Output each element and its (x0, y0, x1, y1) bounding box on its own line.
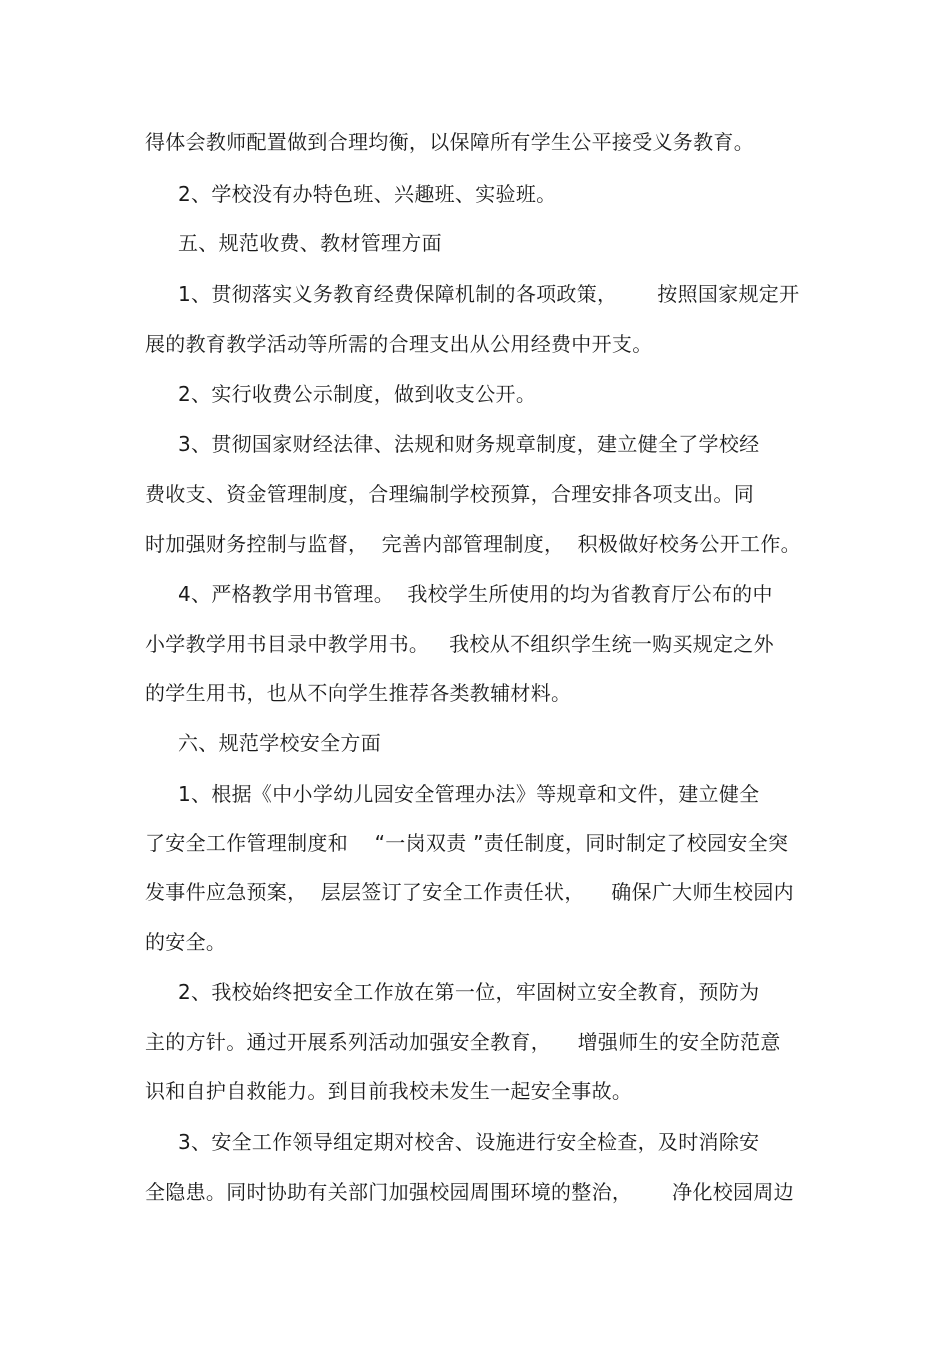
paragraph-line: 了安全工作管理制度和 “一岗双责 ”责任制度，同时制定了校园安全突 (145, 831, 789, 855)
paragraph-line: 主的方针。通过开展系列活动加强安全教育， 增强师生的安全防范意 (145, 1030, 781, 1054)
paragraph-line: 全隐患。同时协助有关部门加强校园周围环境的整治， 净化校园周边 (145, 1180, 794, 1204)
paragraph-line: 4、严格教学用书管理。 我校学生所使用的均为省教育厅公布的中 (178, 582, 773, 606)
paragraph-line: 小学教学用书目录中教学用书。 我校从不组织学生统一购买规定之外 (145, 632, 774, 656)
paragraph-line: 的安全。 (145, 930, 227, 954)
paragraph-line: 2、我校始终把安全工作放在第一位，牢固树立安全教育，预防为 (178, 980, 760, 1004)
paragraph-line: 展的教育教学活动等所需的合理支出从公用经费中开支。 (145, 332, 653, 356)
paragraph-line: 1、根据《中小学幼儿园安全管理办法》等规章和文件，建立健全 (178, 782, 760, 806)
paragraph-line: 得体会教师配置做到合理均衡，以保障所有学生公平接受义务教育。 (145, 130, 754, 154)
paragraph-line: 的学生用书，也从不向学生推荐各类教辅材料。 (145, 681, 572, 705)
paragraph-line: 发事件应急预案， 层层签订了安全工作责任状， 确保广大师生校园内 (145, 880, 794, 904)
section-heading: 五、规范收费、教材管理方面 (178, 231, 442, 255)
paragraph-line: 3、安全工作领导组定期对校舍、设施进行安全检查，及时消除安 (178, 1130, 760, 1154)
paragraph-line: 1、贯彻落实义务教育经费保障机制的各项政策， 按照国家规定开 (178, 282, 800, 306)
paragraph-line: 识和自护自救能力。到目前我校未发生一起安全事故。 (145, 1079, 633, 1103)
paragraph-line: 2、实行收费公示制度，做到收支公开。 (178, 382, 537, 406)
paragraph-line: 2、学校没有办特色班、兴趣班、实验班。 (178, 182, 557, 206)
paragraph-line: 3、贯彻国家财经法律、法规和财务规章制度，建立健全了学校经 (178, 432, 760, 456)
paragraph-line: 时加强财务控制与监督， 完善内部管理制度， 积极做好校务公开工作。 (145, 532, 801, 556)
section-heading: 六、规范学校安全方面 (178, 731, 381, 755)
paragraph-line: 费收支、资金管理制度，合理编制学校预算，合理安排各项支出。同 (145, 482, 754, 506)
